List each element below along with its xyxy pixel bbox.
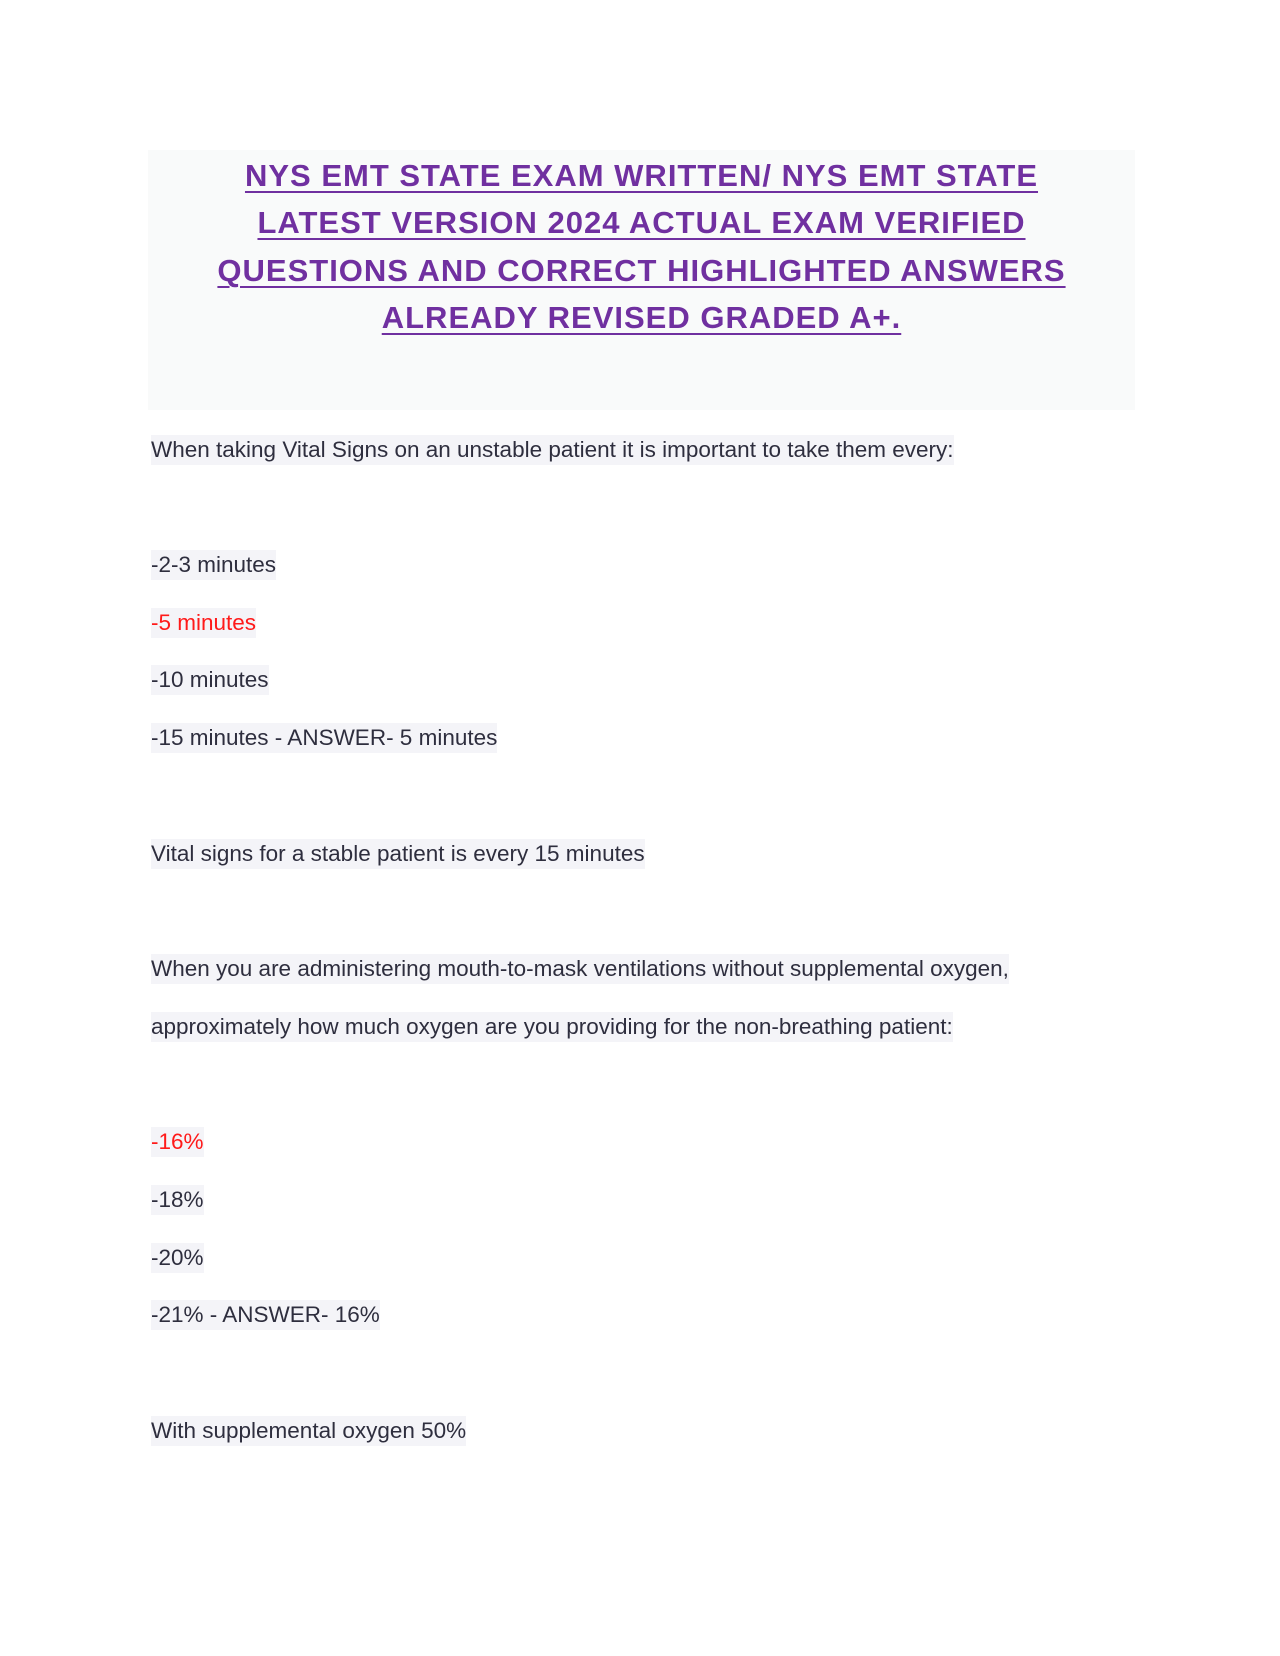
title-line-3: QUESTIONS AND CORRECT HIGHLIGHTED ANSWERS bbox=[217, 253, 1066, 288]
question-1-option: -10 minutes bbox=[151, 665, 269, 695]
question-2-option: -18% bbox=[151, 1185, 204, 1215]
question-1-option: -2-3 minutes bbox=[151, 550, 276, 580]
title-line-4: ALREADY REVISED GRADED A+. bbox=[381, 300, 902, 335]
question-2-text-line-2: approximately how much oxygen are you providing for the non-breathing patient: bbox=[151, 1012, 953, 1042]
question-2-option-answer: -21% - ANSWER- 16% bbox=[151, 1300, 380, 1330]
question-2-text-line-1: When you are administering mouth-to-mask ventilations without supplemental oxygen, bbox=[151, 954, 1009, 984]
question-1-option-correct: -5 minutes bbox=[151, 608, 256, 638]
question-2-option-correct: -16% bbox=[151, 1127, 204, 1157]
document-title-block bbox=[148, 150, 1135, 410]
question-2-note: With supplemental oxygen 50% bbox=[151, 1416, 466, 1446]
title-line-2: LATEST VERSION 2024 ACTUAL EXAM VERIFIED bbox=[257, 205, 1026, 240]
question-1-option-answer: -15 minutes - ANSWER- 5 minutes bbox=[151, 723, 497, 753]
title-line-1: NYS EMT STATE EXAM WRITTEN/ NYS EMT STATE bbox=[244, 158, 1039, 193]
question-2-option: -20% bbox=[151, 1243, 204, 1273]
question-1-note: Vital signs for a stable patient is every 15 minutes bbox=[151, 839, 645, 869]
question-1-text: When taking Vital Signs on an unstable patient it is important to take them every: bbox=[151, 435, 954, 465]
